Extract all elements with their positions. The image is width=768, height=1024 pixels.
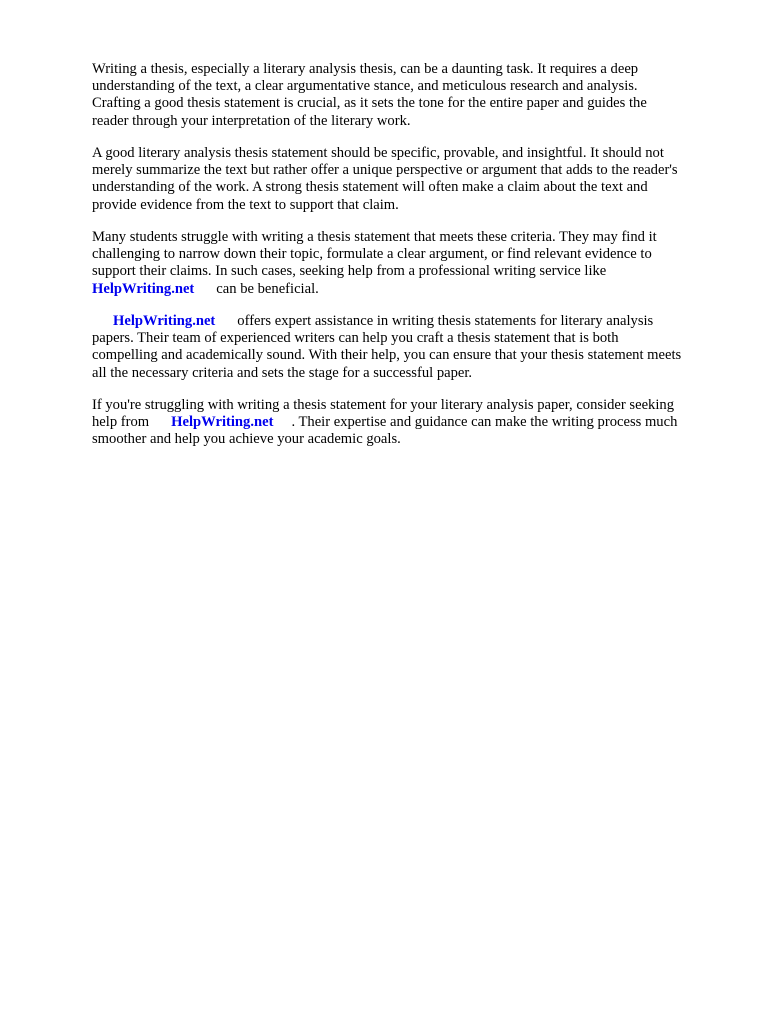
paragraph-good-thesis (92, 145, 732, 214)
text-line: Many students struggle with writing a thesis statement that meets these criteria. They may find it (92, 229, 657, 245)
text-line: papers. Their team of experienced writers can help you craft a thesis statement that is both (92, 330, 619, 347)
paragraph-students-struggle (92, 229, 732, 298)
helpwriting-link[interactable]: HelpWriting.net (113, 313, 216, 329)
paragraph-expert-assistance (92, 313, 732, 382)
text-line: smoother and help you achieve your academic goals. (92, 431, 401, 448)
text-line: A good literary analysis thesis statement should be specific, provable, and insightful. It should not (92, 145, 664, 161)
text-line: all the necessary criteria and sets the stage for a successful paper. (92, 364, 473, 381)
text-line: understanding of the text, a clear argumentative stance, and meticulous research and analysis. (92, 78, 638, 95)
text-line: challenging to narrow down their topic, formulate a clear argument, or find relevant evidence to (92, 246, 652, 263)
text-line: If you're struggling with writing a thesis statement for your literary analysis paper, consider seeking (92, 397, 674, 413)
text-line: Writing a thesis, especially a literary analysis thesis, can be a daunting task. It requires a deep (92, 61, 639, 77)
text-line: understanding of the work. A strong thesis statement will often make a claim about the text and (92, 179, 648, 196)
text-line (92, 281, 732, 298)
paragraph-intro (92, 61, 732, 130)
text-line: reader through your interpretation of the literary work. (92, 112, 411, 129)
paragraph-conclusion (92, 397, 732, 449)
text-line: support their claims. In such cases, seeking help from a professional writing service like (92, 263, 607, 280)
text-line (92, 414, 732, 431)
text-line: provide evidence from the text to support that claim. (92, 196, 399, 213)
text-fragment: . Their expertise and guidance can make the writing process much (291, 414, 678, 431)
text-line: merely summarize the text but rather offer a unique perspective or argument that adds to the reader's (92, 162, 678, 179)
text-line (92, 313, 732, 330)
text-fragment: offers expert assistance in writing thesis statements for literary analysis (237, 313, 654, 329)
text-fragment: can be beneficial. (216, 280, 319, 297)
helpwriting-link[interactable]: HelpWriting.net (171, 414, 274, 431)
text-fragment: help from (92, 414, 150, 431)
helpwriting-link[interactable]: HelpWriting.net (92, 280, 195, 297)
text-line: Crafting a good thesis statement is crucial, as it sets the tone for the entire paper and guides the (92, 95, 647, 112)
text-line: compelling and academically sound. With their help, you can ensure that your thesis statement meets (92, 347, 682, 364)
